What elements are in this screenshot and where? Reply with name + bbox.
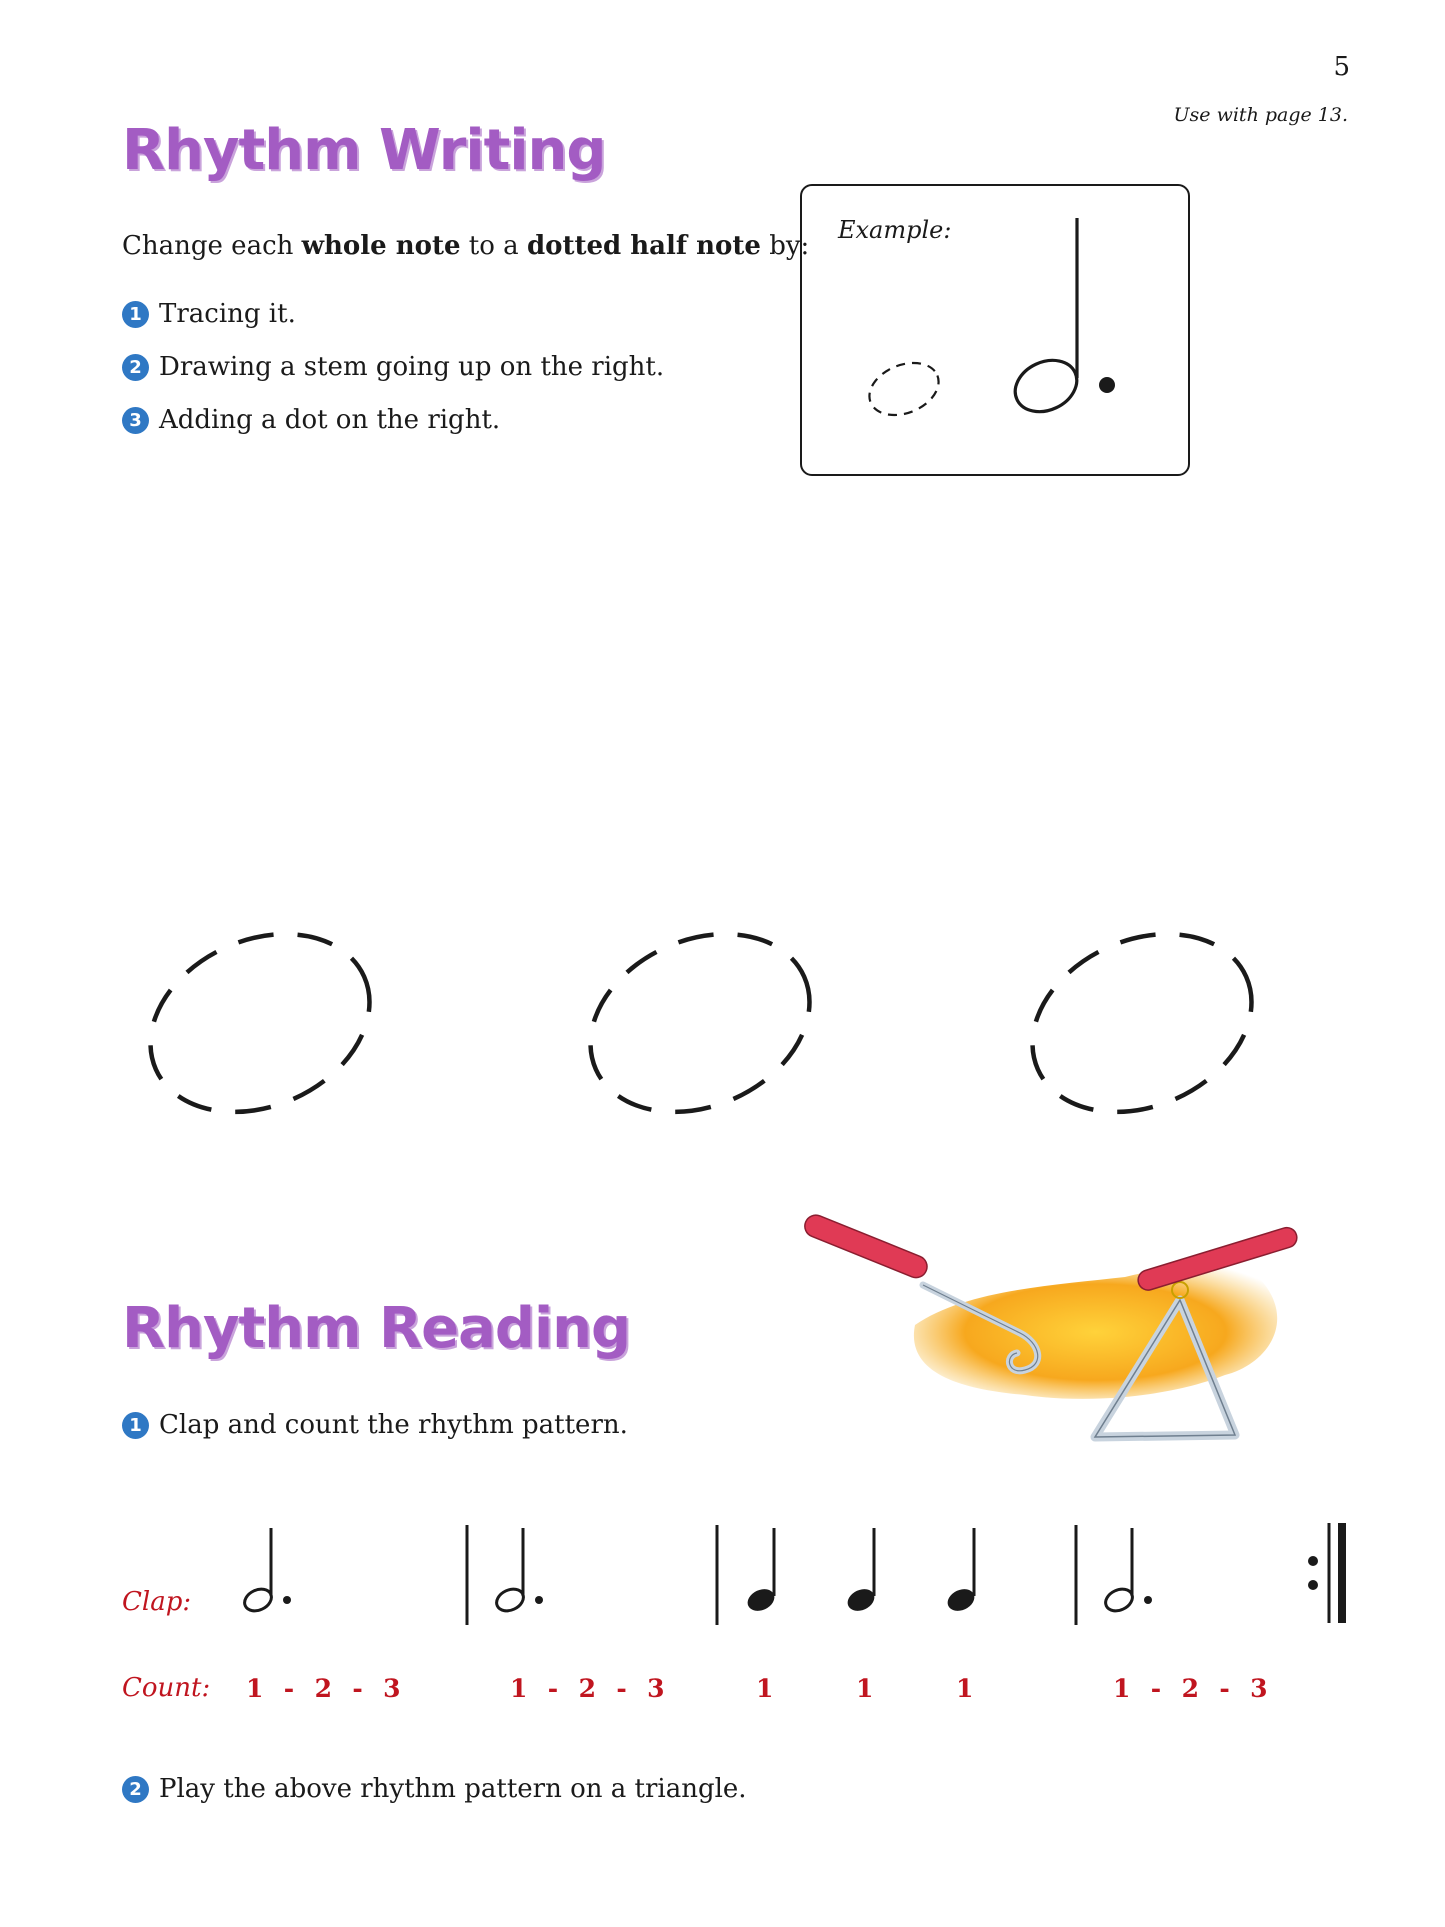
dotted-half-note-icon — [493, 1528, 543, 1615]
quarter-note-icon — [744, 1528, 778, 1615]
count-value: 1 — [756, 1674, 775, 1703]
count-label: Count: — [122, 1673, 211, 1703]
writing-instructions: Change each whole note to a dotted half note by: — [122, 231, 810, 261]
writing-step-2 — [122, 351, 664, 383]
dashed-whole-note-icon[interactable] — [562, 920, 838, 1145]
count-value: 1 - 2 - 3 — [246, 1674, 402, 1703]
rhythm-pattern — [110, 1505, 1370, 1635]
writing-step-text: Drawing a stem going up on the right. — [159, 352, 665, 382]
dotted-half-note-icon — [1102, 1528, 1152, 1615]
writing-step-text: Adding a dot on the right. — [159, 405, 501, 435]
reading-step-1 — [122, 1409, 628, 1441]
beater-handle-icon — [802, 1212, 931, 1281]
dashed-whole-note-icon[interactable] — [1004, 920, 1280, 1145]
clap-label: Clap: — [122, 1587, 192, 1617]
step-number-badge: 1 — [122, 1412, 149, 1439]
quarter-note-icon — [944, 1528, 978, 1615]
dashed-whole-note-icon[interactable] — [130, 920, 398, 1145]
tracing-area — [130, 920, 1280, 1150]
step-number-badge: 2 — [122, 354, 149, 381]
dashed-whole-note-icon — [862, 353, 947, 424]
paint-splash — [914, 1265, 1277, 1399]
reading-step-text: Clap and count the rhythm pattern. — [159, 1410, 628, 1440]
rhythm-reading-title: Rhythm Reading — [122, 1296, 631, 1361]
count-value: 1 - 2 - 3 — [510, 1674, 666, 1703]
dotted-half-note-icon — [241, 1528, 291, 1615]
reading-step-2 — [122, 1773, 747, 1805]
triangle-instrument-illustration — [795, 1205, 1335, 1465]
example-box — [800, 184, 1190, 476]
dotted-half-note-icon — [1007, 351, 1085, 422]
quarter-note-icon — [844, 1528, 878, 1615]
repeat-sign-icon — [1308, 1523, 1342, 1623]
writing-step-text: Tracing it. — [159, 299, 296, 329]
rhythm-writing-title: Rhythm Writing — [122, 118, 606, 183]
count-value: 1 - 2 - 3 — [1113, 1674, 1269, 1703]
example-label: Example: — [838, 216, 952, 244]
reading-step-text: Play the above rhythm pattern on a triangle. — [159, 1774, 747, 1804]
count-value: 1 — [856, 1674, 875, 1703]
writing-step-1 — [122, 298, 296, 330]
step-number-badge: 1 — [122, 301, 149, 328]
count-value: 1 — [956, 1674, 975, 1703]
writing-step-3 — [122, 404, 500, 436]
step-number-badge: 3 — [122, 407, 149, 434]
step-number-badge: 2 — [122, 1776, 149, 1803]
page-number: 5 — [1333, 52, 1350, 82]
use-with-note: Use with page 13. — [1173, 104, 1348, 126]
